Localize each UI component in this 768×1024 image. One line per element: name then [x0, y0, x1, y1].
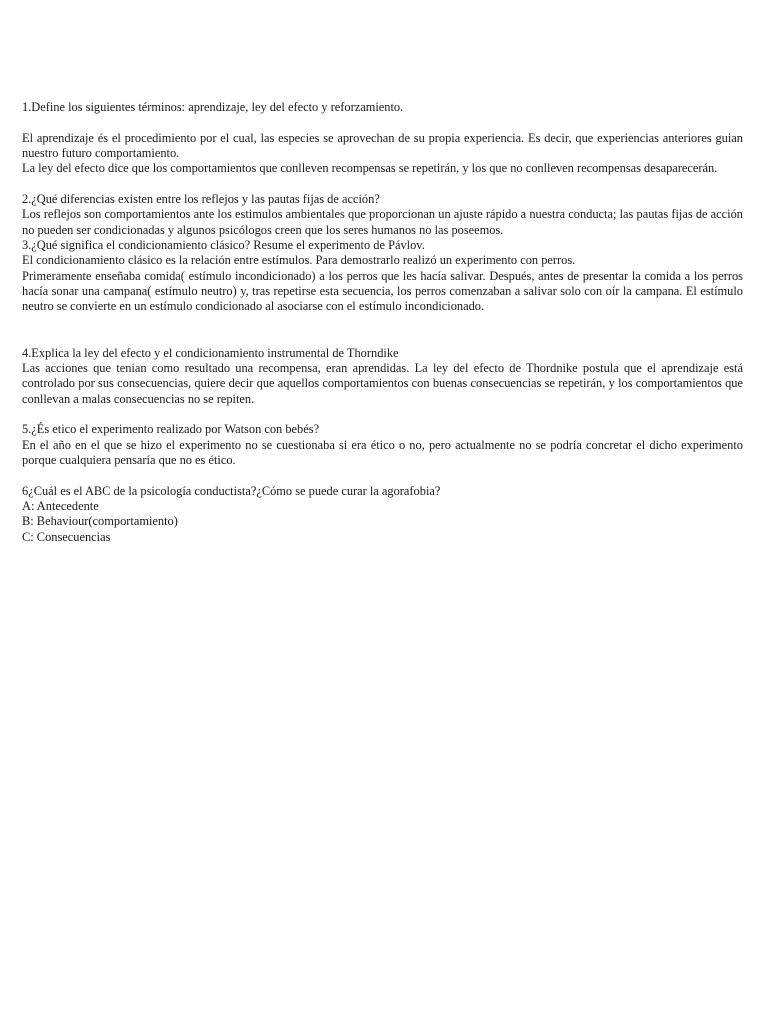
spacer — [22, 468, 743, 483]
question-4: 4.Explica la ley del efecto y el condicionamiento instrumental de Thorndike — [22, 345, 399, 360]
answer-4-1: Las acciones que tenian como resultado una recompensa, eran aprendidas. La ley del efecto de Thordnike postula que el aprendizaje está controlado por sus consecuencias, quiere decir que aquellos comportamientos con buenas consecuencias se repetirán, y los comportamientos que conllevan a malas consecuencias no se repiten. — [22, 360, 743, 406]
answer-2-1: Los reflejos son comportamientos ante los estimulos ambientales que proporcionan un ajuste rápido a nuestra conducta; las pautas fijas de acción no pueden ser condicionadas y algunos psicólogos creen que los seres humanos no las poseemos. — [22, 207, 743, 237]
question-1: 1.Define los siguientes términos: aprendizaje, ley del efecto y reforzamiento. — [22, 100, 404, 114]
spacer — [22, 177, 743, 192]
spacer — [22, 115, 743, 130]
answer-6-2: B: Behaviour(comportamiento) — [22, 514, 178, 529]
question-2: 2.¿Qué diferencias existen entre los reflejos y las pautas fijas de acción? — [22, 192, 380, 207]
answer-5-1: En el año en el que se hizo el experimento no se cuestionaba si era ético o no, pero actualmente no se podría concretar el dicho experimento porque cualquiera pensaría que no es ético. — [22, 437, 743, 467]
answer-1-1: El aprendizaje és el procedimiento por el cual, las especies se aprovechan de su propia experiencia. Es decir, que experiencias anteriores guian nuestro futuro comportamiento. — [22, 130, 743, 161]
question-5: 5.¿És etico el experimento realizado por Watson con bebés? — [22, 422, 320, 437]
question-3: 3.¿Qué significa el condicionamiento clásico? Resume el experimento de Pávlov. — [22, 238, 425, 253]
answer-1-2: La ley del efecto dice que los comportamientos que conlleven recompensas se repetirán, y los que no conlleven recompensas desaparecerán. — [22, 161, 718, 176]
answer-3-2: Primeramente enseñaba comida( estímulo incondicionado) a los perros que les hacía salivar. Después, antes de presentar la comida a los perros hacía sonar una campana( estímulo neutro) y, tras repetirse esta secuencia, los perros comenzaban a salivar solo con oír la campana. El estímulo neutro se convierte en un estímulo condicionado al asociarse con el estímulo incondicionado. — [22, 268, 743, 314]
answer-3-1: El condicionamiento clásico es la relación entre estímulos. Para demostrarlo realizó un experimento con perros. — [22, 253, 576, 268]
spacer — [22, 407, 743, 422]
answer-6-1: A: Antecedente — [22, 498, 99, 513]
document-page — [22, 100, 743, 545]
question-6: 6¿Cuál es el ABC de la psicología conductista?¿Cómo se puede curar la agorafobia? — [22, 483, 441, 498]
spacer — [22, 315, 743, 346]
answer-6-3: C: Consecuencias — [22, 529, 111, 544]
